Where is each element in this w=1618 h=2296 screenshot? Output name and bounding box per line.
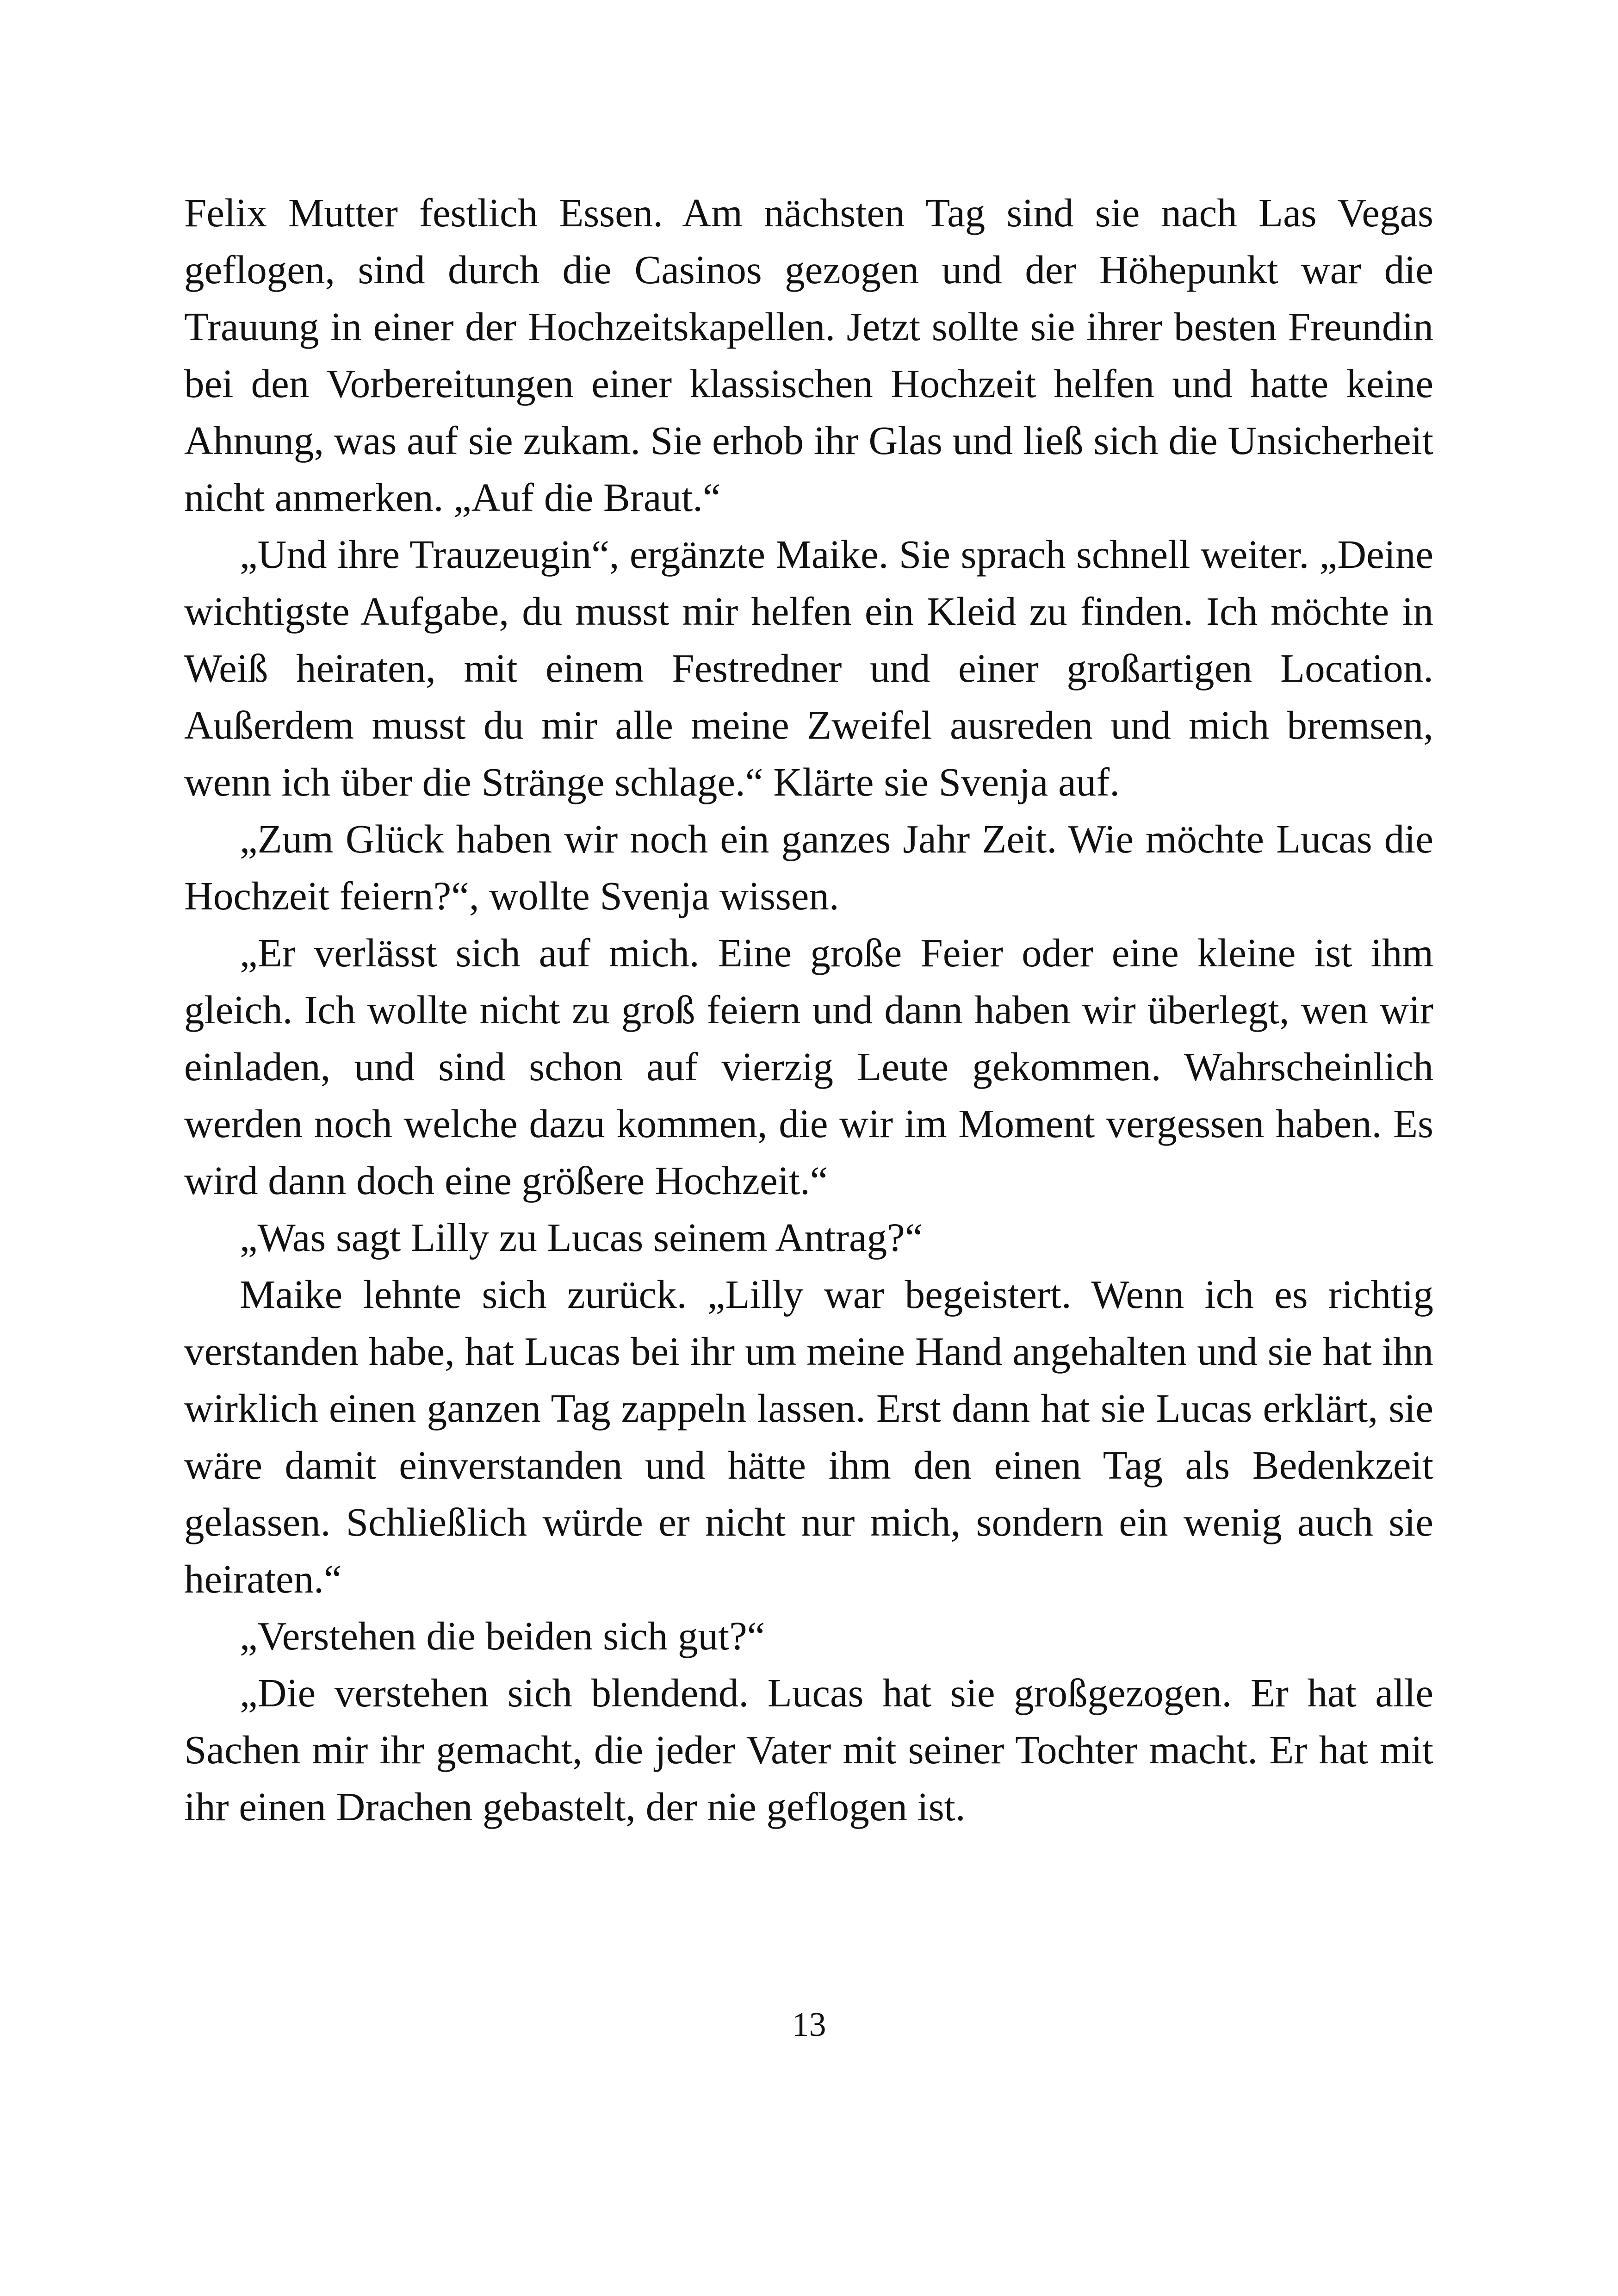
paragraph-6: Maike lehnte sich zurück. „Lilly war begeistert. Wenn ich es richtig verstanden habe, hat Lucas bei ihr um meine Hand angehalten und sie hat ihn wirklich einen ganzen Tag zappeln lassen. Erst dann hat sie Lucas erklärt, sie wäre damit einverstanden und hätte ihm den einen Tag als Bedenkzeit gelassen. Schließlich würde er nicht nur mich, sondern ein wenig auch sie heiraten.“ <box>184 1272 1433 1601</box>
paragraph-4: „Er verlässt sich auf mich. Eine große Feier oder eine kleine ist ihm gleich. Ich wollte nicht zu groß feiern und dann haben wir überlegt, wen wir einladen, und sind schon auf vierzig Leute gekommen. Wahrscheinlich werden noch welche dazu kommen, die wir im Moment vergessen haben. Es wird dann doch eine größere Hochzeit.“ <box>184 930 1433 1203</box>
page-number: 13 <box>792 2006 826 2044</box>
paragraph-1: Felix Mutter festlich Essen. Am nächsten Tag sind sie nach Las Vegas geflogen, sind durch die Casinos gezogen und der Höhepunkt war die Trauung in einer der Hochzeitskapellen. Jetzt sollte sie ihrer besten Freundin bei den Vorbereitungen einer klassischen Hochzeit helfen und hatte keine Ahnung, was auf sie zukam. Sie erhob ihr Glas und ließ sich die Unsicherheit nicht anmerken. „Auf die Braut.“ <box>184 190 1433 520</box>
paragraph-2: „Und ihre Trauzeugin“, ergänzte Maike. Sie sprach schnell weiter. „Deine wichtigste Aufgabe, du musst mir helfen ein Kleid zu finden. Ich möchte in Weiß heiraten, mit einem Festredner und einer großartigen Location. Außerdem musst du mir alle meine Zweifel ausreden und mich bremsen, wenn ich über die Stränge schlage.“ Klärte sie Svenja auf. <box>184 532 1433 804</box>
paragraph-5: „Was sagt Lilly zu Lucas seinem Antrag?“ <box>240 1215 923 1260</box>
paragraph-3: „Zum Glück haben wir noch ein ganzes Jahr Zeit. Wie möchte Lucas die Hochzeit feiern?“, wollte Svenja wissen. <box>184 816 1433 918</box>
paragraph-7: „Verstehen die beiden sich gut?“ <box>240 1613 765 1658</box>
body-text <box>184 184 1433 1835</box>
paragraph-8: „Die verstehen sich blendend. Lucas hat sie großgezogen. Er hat alle Sachen mir ihr gemacht, die jeder Vater mit seiner Tochter macht. Er hat mit ihr einen Drachen gebastelt, der nie geflogen ist. <box>184 1670 1433 1829</box>
